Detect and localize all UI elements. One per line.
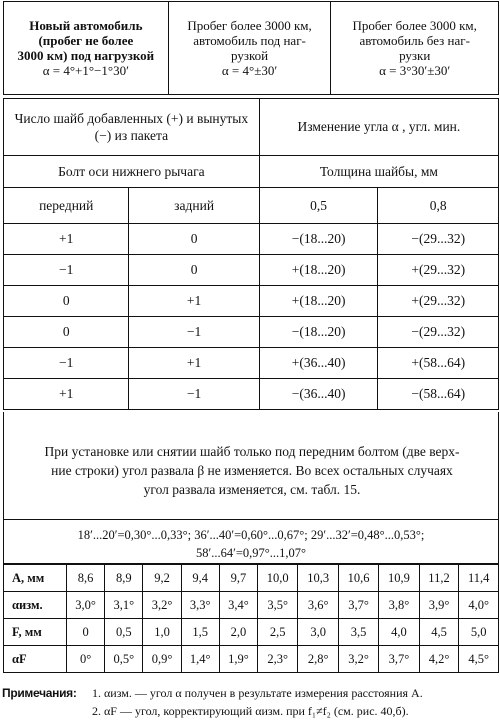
cell: 4,0°	[459, 592, 499, 619]
shim-count-header: Число шайб добавленных (+) и вынутых (−) из пакета	[4, 99, 260, 156]
cell: 1,0	[143, 619, 181, 646]
cell: 4,5	[419, 619, 459, 646]
cell-line: автомобиль под наг-	[193, 33, 306, 48]
conversion-box	[3, 520, 499, 564]
row-label: αF	[4, 646, 67, 673]
cell: +1	[4, 224, 129, 255]
table-row	[4, 619, 499, 646]
table-row	[4, 224, 499, 255]
cell: 3,7°	[379, 646, 419, 673]
cell: 8,6	[67, 565, 105, 592]
cell: −1	[129, 379, 259, 410]
cell: +(18...20)	[259, 255, 378, 286]
alpha-conditions-table	[3, 1, 499, 95]
row-label: A, мм	[4, 565, 67, 592]
cell: 3,8°	[379, 592, 419, 619]
cell: 9,4	[181, 565, 219, 592]
cell: −1	[4, 348, 129, 379]
cell: 3,5	[338, 619, 378, 646]
cell-line: (пробег не более	[38, 33, 134, 48]
cell: 3,3°	[181, 592, 219, 619]
notes-title: Примечания:	[2, 686, 77, 700]
angle-change-header: Изменение угла α , угл. мин.	[259, 99, 498, 156]
cell: 0	[67, 619, 105, 646]
shim-thickness-header: Толщина шайбы, мм	[259, 156, 498, 188]
col-0-5: 0,5	[259, 188, 378, 224]
cell-line: Пробег более 3000 км,	[187, 18, 312, 33]
cell: 3,0	[298, 619, 338, 646]
shim-table	[3, 98, 499, 410]
cell: 0	[4, 286, 129, 317]
condition-unloaded	[331, 2, 499, 95]
cell: 10,3	[298, 565, 338, 592]
table-row	[4, 348, 499, 379]
cell-line: Новый автомобиль	[29, 18, 143, 33]
cell-line: рузки	[399, 48, 431, 63]
cell-line: рузкой	[231, 48, 269, 63]
cell: 0,5°	[105, 646, 143, 673]
row-label: αизм.	[4, 592, 67, 619]
cell: 0	[4, 317, 129, 348]
cell: 3,1°	[105, 592, 143, 619]
cell: 0	[129, 224, 259, 255]
paragraph-box	[3, 412, 499, 520]
table-row	[4, 286, 499, 317]
cell: +1	[129, 286, 259, 317]
cell: 1,5	[181, 619, 219, 646]
cell: +(58...64)	[378, 348, 499, 379]
cell: 0°	[67, 646, 105, 673]
cell-line: Пробег более 3000 км,	[352, 18, 477, 33]
cell: −1	[4, 255, 129, 286]
table-row	[4, 379, 499, 410]
cell: −(29...32)	[378, 224, 499, 255]
cell: 10,6	[338, 565, 378, 592]
cell: 0,5	[105, 619, 143, 646]
cell: +(36...40)	[259, 348, 378, 379]
col-0-8: 0,8	[378, 188, 499, 224]
cell: 10,0	[258, 565, 298, 592]
cell-line: α = 4°+1°−1°30′	[42, 63, 129, 78]
cell: 3,7°	[338, 592, 378, 619]
cell: 9,2	[143, 565, 181, 592]
cell: 0,9°	[143, 646, 181, 673]
cell: 3,6°	[298, 592, 338, 619]
paragraph-line: При установке или снятии шайб только под передним болтом (две верх-	[44, 444, 460, 459]
cell: 8,9	[105, 565, 143, 592]
cell-line: α = 3°30′±30′	[379, 63, 451, 78]
measure-table	[3, 564, 499, 673]
cell: 5,0	[459, 619, 499, 646]
cell: −(36...40)	[259, 379, 378, 410]
cell: 4,2°	[419, 646, 459, 673]
cell: +(18...20)	[259, 286, 378, 317]
cell: 3,5°	[258, 592, 298, 619]
cell: 9,7	[219, 565, 257, 592]
table-row	[4, 565, 499, 592]
paragraph-line: угол развала изменяется, см. табл. 15.	[143, 482, 361, 497]
cell: +(29...32)	[378, 255, 499, 286]
cell: 2,0	[219, 619, 257, 646]
cell: 1,4°	[181, 646, 219, 673]
cell: 0	[129, 255, 259, 286]
cell: 4,0	[379, 619, 419, 646]
cell: 11,2	[419, 565, 459, 592]
bolt-header: Болт оси нижнего рычага	[4, 156, 260, 188]
cell: 3,9°	[419, 592, 459, 619]
cell-line: α = 4°±30′	[221, 63, 278, 78]
cell-line: автомобиль без наг-	[359, 33, 470, 48]
cell: +1	[4, 379, 129, 410]
condition-new-car	[4, 2, 169, 95]
cell: −1	[129, 317, 259, 348]
cell: 2,5	[258, 619, 298, 646]
cell: 2,8°	[298, 646, 338, 673]
col-front: передний	[4, 188, 129, 224]
cell: +(29...32)	[378, 286, 499, 317]
cell: 3,0°	[67, 592, 105, 619]
cell: −(58...64)	[378, 379, 499, 410]
cell: 10,9	[379, 565, 419, 592]
cell: 2,3°	[258, 646, 298, 673]
cell: 1,9°	[219, 646, 257, 673]
cell: 3,2°	[338, 646, 378, 673]
conversion-line: 58′...64′=0,97°...1,07°	[195, 546, 307, 560]
paragraph-line: ние строки) угол развала β не изменяется. Во всех остальных случаях	[51, 463, 453, 478]
cell: 3,4°	[219, 592, 257, 619]
note-1: 1. αизм. — угол α получен в результате измерения расстояния А.	[92, 686, 423, 700]
col-rear: задний	[129, 188, 259, 224]
note-2: 2. αF — угол, корректирующий αизм. при f₁≠f₂ (см. рис. 40,б).	[92, 704, 409, 718]
cell-line: 3000 км) под нагрузкой	[17, 48, 155, 63]
cell: 11,4	[459, 565, 499, 592]
cell: −(18...20)	[259, 317, 378, 348]
condition-loaded	[168, 2, 331, 95]
paragraph	[14, 442, 490, 499]
table-row	[4, 255, 499, 286]
conversion-line: 18′...20′=0,30°...0,33°; 36′...40′=0,60°...0,67°; 29′...32′=0,48°...0,53°;	[77, 528, 425, 542]
cell: 4,5°	[459, 646, 499, 673]
cell: −(29...32)	[378, 317, 499, 348]
table-row	[4, 592, 499, 619]
table-row	[4, 646, 499, 673]
cell: 3,2°	[143, 592, 181, 619]
row-label: F, мм	[4, 619, 67, 646]
table-row	[4, 317, 499, 348]
cell: +1	[129, 348, 259, 379]
cell: −(18...20)	[259, 224, 378, 255]
